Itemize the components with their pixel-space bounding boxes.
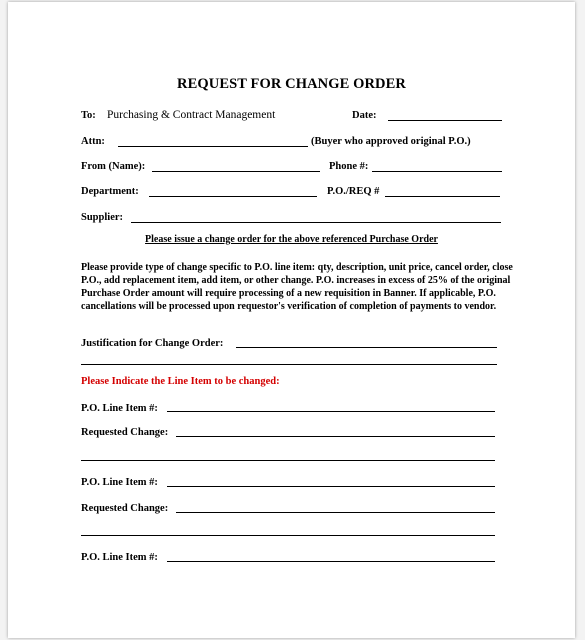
requested-change-field-2[interactable] <box>176 512 495 513</box>
po-line-item-field-1[interactable] <box>167 411 495 412</box>
requested-change-extra-line-1[interactable] <box>81 460 495 461</box>
requested-change-label-1: Requested Change: <box>81 427 169 438</box>
department-field-line[interactable] <box>149 196 317 197</box>
justification-field-line[interactable] <box>236 347 497 348</box>
form-title: REQUEST FOR CHANGE ORDER <box>177 76 406 92</box>
po-line-item-label-1: P.O. Line Item #: <box>81 403 158 414</box>
line-item-heading: Please Indicate the Line Item to be changed: <box>81 376 280 387</box>
supplier-field-line[interactable] <box>131 222 501 223</box>
supplier-label: Supplier: <box>81 212 124 223</box>
from-name-label: From (Name): <box>81 161 146 172</box>
requested-change-extra-line-2[interactable] <box>81 535 495 536</box>
instruction-paragraph: Please provide type of change specific to P.O. line item: qty, description, unit price, cancel order, close P.O., add replacement item, add item, or other change. P.O. increases in excess of 25% of the original Purchase Order amount will require processing of a new requisition in Banner. If applicable, P.O. cancellations will be processed upon requestor's verification of completion of payments to vendor. <box>81 262 513 312</box>
po-line-item-field-2[interactable] <box>167 486 495 487</box>
to-label: To: <box>81 110 96 121</box>
phone-label: Phone #: <box>329 161 369 172</box>
phone-field-line[interactable] <box>372 171 502 172</box>
justification-label: Justification for Change Order: <box>81 338 224 349</box>
po-line-item-field-3[interactable] <box>167 561 495 562</box>
justification-extra-line[interactable] <box>81 364 497 365</box>
requested-change-field-1[interactable] <box>176 436 495 437</box>
from-name-field-line[interactable] <box>152 171 320 172</box>
attn-label: Attn: <box>81 136 105 147</box>
date-field-line[interactable] <box>388 120 502 121</box>
document-page <box>8 2 575 638</box>
po-req-field-line[interactable] <box>385 196 500 197</box>
department-label: Department: <box>81 186 139 197</box>
attn-field-line[interactable] <box>118 146 308 147</box>
instruction-heading: Please issue a change order for the above referenced Purchase Order <box>145 234 438 245</box>
date-label: Date: <box>352 110 377 121</box>
po-line-item-label-3: P.O. Line Item #: <box>81 552 158 563</box>
po-line-item-label-2: P.O. Line Item #: <box>81 477 158 488</box>
attn-note: (Buyer who approved original P.O.) <box>311 136 471 147</box>
to-value: Purchasing & Contract Management <box>107 109 276 121</box>
po-req-label: P.O./REQ # <box>327 186 380 197</box>
requested-change-label-2: Requested Change: <box>81 503 169 514</box>
